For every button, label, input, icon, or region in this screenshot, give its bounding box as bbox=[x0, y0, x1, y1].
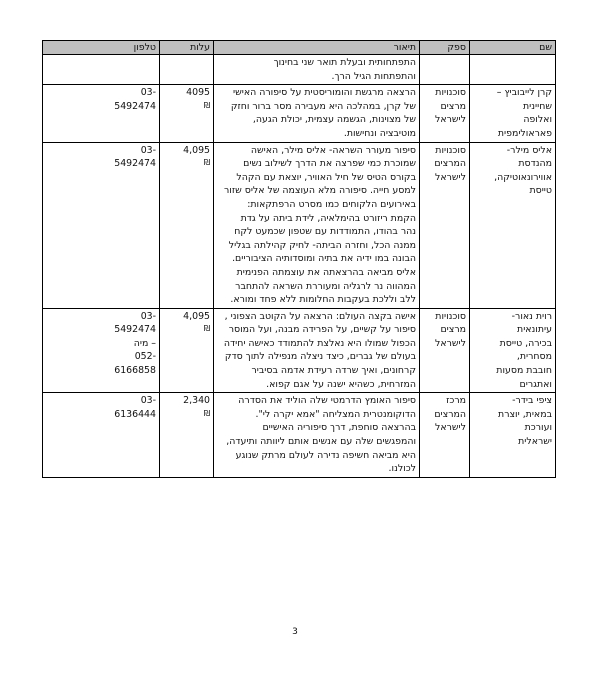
continuation-line: התפתחותית ובעלת תואר שני בחינוך bbox=[273, 57, 416, 68]
supplier-line: מרצים bbox=[440, 100, 466, 112]
description-line: ממנה הכל, וחזרה הביתה- לחיק קהילתה בגליל bbox=[228, 239, 416, 251]
description-cell bbox=[214, 142, 420, 308]
supplier-cell bbox=[420, 85, 470, 142]
table-row bbox=[43, 308, 556, 393]
header-name: שם bbox=[470, 41, 556, 55]
currency-symbol: ₪ bbox=[203, 324, 210, 334]
description-line: באירועים הלקוחים כמו מסרט הרפתקאות: bbox=[247, 198, 416, 210]
currency-symbol: ₪ bbox=[203, 408, 210, 418]
supplier-line: לישראל bbox=[435, 171, 466, 183]
cost-amount: 2,340 bbox=[183, 395, 210, 407]
description-line: בקורס הטיס של חיל האוויר, יוצאת עם הקהל bbox=[236, 171, 416, 183]
speaker-name-line: מסחרית, bbox=[516, 351, 552, 363]
description-line: אישה בקצה העולם: הרצאה על הקוטב הצפוני , bbox=[224, 310, 416, 322]
supplier-line: סוכנויות bbox=[435, 144, 466, 156]
continuation-line: והתפתחות הגיל הרך. bbox=[331, 70, 416, 82]
speaker-name-line: ואתגרים bbox=[519, 378, 552, 390]
currency-symbol: ₪ bbox=[203, 100, 210, 110]
cost-cell bbox=[160, 85, 214, 142]
table-row bbox=[43, 393, 556, 478]
description-line: המזרחית, כשהיא ישנה על אגם קפוא. bbox=[266, 378, 416, 390]
description-line: סיפור על קשיים, על הפרידה מבנה, ועל המוסר bbox=[228, 324, 416, 336]
cost-amount: 4,095 bbox=[183, 144, 210, 156]
supplier-line: המרצים bbox=[434, 158, 466, 170]
phone-line: 052- bbox=[134, 351, 156, 363]
description-line: סיפור מעורר השראה- אליס מילר, האישה bbox=[250, 144, 416, 156]
description-cell bbox=[214, 393, 420, 478]
phone-line: 5492474 bbox=[114, 324, 156, 336]
header-supplier: ספק bbox=[420, 41, 470, 55]
description-line: אליס מביאה בהרצאתה את עוצמתה הפנימית bbox=[236, 266, 416, 278]
phone-cell bbox=[43, 142, 160, 308]
speaker-name-line: ציפי בידר- bbox=[512, 395, 552, 407]
cost-amount: 4095 bbox=[186, 87, 210, 99]
phone-cell bbox=[43, 85, 160, 142]
description-line: היא מביאה חשיפה נדירה לעולם מרתק שנוגע bbox=[235, 449, 416, 461]
description-line: של קרן, במהלכה היא מעבירה מסר ברור וחזק bbox=[230, 100, 416, 112]
supplier-line: המרצים bbox=[434, 408, 466, 420]
description-cell bbox=[214, 85, 420, 142]
speaker-name-line: עיתונאית bbox=[517, 324, 552, 336]
phone-line: 5492474 bbox=[114, 158, 156, 170]
table-row bbox=[43, 142, 556, 308]
supplier-line: סוכנויות bbox=[435, 87, 466, 99]
description-line: מוטיבציה ונחישות. bbox=[343, 127, 416, 139]
continuation-row bbox=[43, 55, 556, 85]
speaker-name-line: מהנדסת bbox=[518, 158, 552, 170]
speaker-name-line: בכירה, טייסת bbox=[499, 337, 552, 349]
phone-line: 03- bbox=[140, 395, 156, 407]
supplier-line: מרצים bbox=[440, 324, 466, 336]
page-number: 3 bbox=[292, 627, 298, 637]
speaker-name-line: במאית, יוצרת bbox=[498, 408, 552, 420]
supplier-line: מרכז bbox=[446, 395, 466, 407]
continuation-cost-cell bbox=[160, 55, 214, 85]
continuation-phone-cell bbox=[43, 55, 160, 85]
cost-cell bbox=[160, 308, 214, 393]
speaker-name-cell bbox=[470, 393, 556, 478]
speaker-name-line: שחיינית bbox=[523, 100, 552, 112]
table-header-row bbox=[43, 41, 556, 55]
description-line: סיפור האומץ הדרמטי שלה הוליד את הסדרה bbox=[238, 395, 416, 407]
supplier-line: לישראל bbox=[435, 422, 466, 434]
speaker-name-line: פאראולימפית bbox=[497, 127, 552, 139]
phone-line: 03- bbox=[140, 87, 156, 99]
phone-cell bbox=[43, 308, 160, 393]
supplier-cell bbox=[420, 142, 470, 308]
speakers-table bbox=[42, 40, 556, 478]
description-line: המהווה נר לרגליה ומעוררת השראה להתחבר bbox=[235, 280, 416, 292]
phone-line: 03- bbox=[140, 310, 156, 322]
description-line: בעולם של גברים, כיצד ניצלה מנפילה לתוך סדק bbox=[224, 351, 416, 363]
speaker-name-line: אליס מילר- bbox=[506, 144, 552, 156]
phone-cell bbox=[43, 393, 160, 478]
supplier-cell bbox=[420, 308, 470, 393]
phone-line: 6166858 bbox=[114, 365, 156, 377]
speaker-name-line: חובבת מסעות bbox=[496, 365, 552, 377]
continuation-name-cell bbox=[470, 55, 556, 85]
speaker-name-line: אווירונאוטיקה, bbox=[494, 171, 552, 183]
header-description: תיאור bbox=[214, 41, 420, 55]
description-line: הרצאה מרגשת והומוריסטית על סיפורה האישי bbox=[233, 87, 416, 99]
speaker-name-line: ישראלית bbox=[518, 436, 552, 448]
continuation-supplier-cell bbox=[420, 55, 470, 85]
currency-symbol: ₪ bbox=[203, 158, 210, 168]
description-line: הקמת ריזורט בהימלאיה, לידת ביתה על גדת bbox=[240, 212, 416, 224]
description-line: שמוכרת כמי שפרצה את הדרך לשילוב נשים bbox=[243, 158, 416, 170]
description-line: למסע חייה. סיפורה מלא העוצמה של אליס שזור bbox=[224, 185, 416, 197]
speaker-name-cell bbox=[470, 308, 556, 393]
cost-cell bbox=[160, 142, 214, 308]
phone-line: 5492474 bbox=[114, 100, 156, 112]
phone-line: 03- bbox=[140, 144, 156, 156]
cost-amount: 4,095 bbox=[183, 310, 210, 322]
description-line: קרחונים, ואיך שרדה רעידת אדמה בסיביר bbox=[251, 365, 416, 377]
continuation-description-cell bbox=[214, 55, 420, 85]
description-cell bbox=[214, 308, 420, 393]
supplier-line: לישראל bbox=[435, 337, 466, 349]
phone-line: מיה – bbox=[133, 337, 156, 349]
speaker-name-line: קרן לייבוביץ – bbox=[496, 87, 552, 99]
cost-cell bbox=[160, 393, 214, 478]
description-line: הכפול שמולו היא נאלצת להתמודד כאישה יחידה bbox=[223, 337, 416, 349]
supplier-line: סוכנויות bbox=[435, 310, 466, 322]
description-line: נהר בהודו, התמודדות עם שטפון שכמעט לקח bbox=[234, 226, 416, 238]
description-line: הבונה במו ידיה את בתיה ומוסדותיה הציבוריים. bbox=[232, 253, 416, 265]
description-line: של מצוינות, הגשמה עצמית, יכולת הגעה, bbox=[252, 114, 416, 126]
speaker-name-line: ועורכת bbox=[524, 422, 552, 434]
description-line: הדוקומנטרית המצליחה "אמא יקרה לי". bbox=[255, 408, 416, 420]
speaker-name-line: ואלופה bbox=[523, 114, 552, 126]
speaker-name-cell bbox=[470, 85, 556, 142]
description-line: והמפגשים שלה עם אנשים אותם ליוותה ותיעדה, bbox=[226, 436, 416, 448]
table-row bbox=[43, 85, 556, 142]
phone-line: 6136444 bbox=[114, 408, 156, 420]
header-cost: עלות bbox=[160, 41, 214, 55]
supplier-cell bbox=[420, 393, 470, 478]
header-phone: טלפון bbox=[43, 41, 160, 55]
description-line: לכולנו. bbox=[388, 463, 416, 475]
speaker-name-line: טייסת bbox=[529, 185, 552, 197]
description-line: ללב וללכת בעקבות החלומות ללא פחד ומורא. bbox=[230, 294, 416, 306]
description-line: בהרצאה סוחפת, דרך סיפוריה האישיים bbox=[262, 422, 416, 434]
speaker-name-cell bbox=[470, 142, 556, 308]
supplier-line: לישראל bbox=[435, 114, 466, 126]
speaker-name-line: רוית נאור- bbox=[511, 310, 552, 322]
